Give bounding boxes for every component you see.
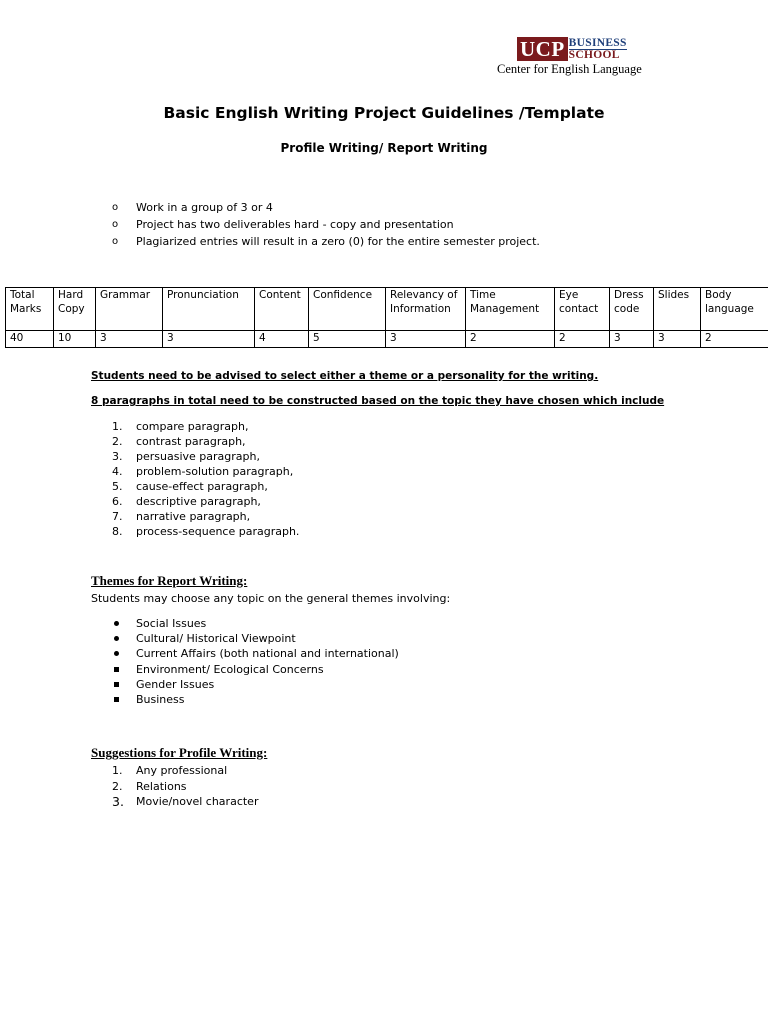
ucp-business-school-logo bbox=[517, 37, 627, 61]
list-number: 7. bbox=[112, 510, 123, 523]
list-number: 2. bbox=[112, 435, 123, 448]
list-text: Cultural/ Historical Viewpoint bbox=[136, 632, 296, 646]
marks-header-row bbox=[6, 288, 768, 331]
square-bullet-icon bbox=[114, 667, 119, 672]
round-bullet-icon bbox=[114, 636, 119, 641]
guideline-item bbox=[112, 216, 540, 233]
list-item bbox=[112, 434, 299, 449]
report-themes-heading: Themes for Report Writing: bbox=[91, 573, 248, 588]
list-number: 4. bbox=[112, 465, 123, 478]
list-number: 3. bbox=[112, 450, 123, 463]
list-item bbox=[112, 692, 399, 707]
list-number: 5. bbox=[112, 480, 123, 493]
list-text: Any professional bbox=[136, 764, 228, 777]
list-text: Gender Issues bbox=[136, 677, 215, 691]
marks-table bbox=[5, 287, 768, 348]
guidelines-list bbox=[112, 199, 540, 250]
list-item bbox=[112, 677, 399, 692]
list-text: compare paragraph, bbox=[136, 420, 249, 433]
list-number: 6. bbox=[112, 495, 123, 508]
list-item bbox=[112, 631, 399, 646]
list-text: contrast paragraph, bbox=[136, 435, 246, 448]
circle-bullet-icon: o bbox=[112, 236, 119, 247]
square-bullet-icon bbox=[114, 682, 119, 687]
marks-value-cell: 2 bbox=[466, 331, 555, 348]
logo-word-business: BUSINESS bbox=[568, 36, 627, 49]
list-item bbox=[112, 646, 399, 661]
logo-word-school: SCHOOL bbox=[569, 49, 627, 61]
guideline-text: Project has two deliverables hard - copy and presentation bbox=[136, 218, 454, 231]
guideline-text: Plagiarized entries will result in a zero (0) for the entire semester project. bbox=[136, 235, 540, 248]
marks-value-cell: 2 bbox=[701, 331, 768, 348]
profile-suggestions-heading: Suggestions for Profile Writing: bbox=[91, 745, 268, 760]
marks-header-cell: Confidence bbox=[309, 288, 386, 331]
list-number: 2. bbox=[112, 779, 123, 793]
list-item bbox=[112, 524, 299, 539]
center-label: Center for English Language bbox=[497, 62, 642, 76]
marks-header-cell: Pronunciation bbox=[163, 288, 255, 331]
list-text: problem-solution paragraph, bbox=[136, 465, 294, 478]
report-intro: Students may choose any topic on the general themes involving: bbox=[91, 592, 451, 605]
marks-value-cell: 3 bbox=[96, 331, 163, 348]
advice-line: Students need to be advised to select either a theme or a personality for the writing. bbox=[91, 370, 599, 382]
marks-header-cell: Dress code bbox=[610, 288, 654, 331]
circle-bullet-icon: o bbox=[112, 219, 119, 230]
marks-header-cell: Grammar bbox=[96, 288, 163, 331]
marks-value-cell: 3 bbox=[610, 331, 654, 348]
guideline-text: Work in a group of 3 or 4 bbox=[136, 201, 273, 214]
report-themes-list bbox=[112, 616, 399, 707]
list-item bbox=[112, 779, 258, 795]
list-text: process-sequence paragraph. bbox=[136, 525, 300, 538]
list-text: narrative paragraph, bbox=[136, 510, 251, 523]
list-number: 3. bbox=[112, 794, 124, 809]
list-item bbox=[112, 449, 299, 464]
list-text: Current Affairs (both national and international) bbox=[136, 647, 399, 661]
marks-header-cell: Eye contact bbox=[555, 288, 610, 331]
marks-value-cell: 10 bbox=[54, 331, 96, 348]
list-item bbox=[112, 419, 299, 434]
list-item bbox=[112, 464, 299, 479]
marks-header-cell: Relevancy of Information bbox=[386, 288, 466, 331]
marks-value-row bbox=[6, 331, 768, 348]
logo-ucp-mark: UCP bbox=[517, 37, 568, 61]
list-number: 8. bbox=[112, 525, 123, 538]
list-item bbox=[112, 479, 299, 494]
marks-header-cell: Time Management bbox=[466, 288, 555, 331]
circle-bullet-icon: o bbox=[112, 202, 119, 213]
document-subtitle: Profile Writing/ Report Writing bbox=[280, 141, 488, 155]
list-text: Business bbox=[136, 692, 185, 706]
list-number: 1. bbox=[112, 764, 123, 777]
list-item bbox=[112, 494, 299, 509]
marks-value-cell: 3 bbox=[163, 331, 255, 348]
document-title: Basic English Writing Project Guidelines /Template bbox=[163, 104, 605, 122]
list-item bbox=[112, 763, 258, 779]
round-bullet-icon bbox=[114, 651, 119, 656]
list-item bbox=[112, 616, 399, 631]
marks-header-cell: Total Marks bbox=[6, 288, 54, 331]
list-item bbox=[112, 509, 299, 524]
round-bullet-icon bbox=[114, 621, 119, 626]
marks-value-cell: 4 bbox=[255, 331, 309, 348]
paragraph-types-list bbox=[112, 419, 299, 539]
marks-value-cell: 2 bbox=[555, 331, 610, 348]
marks-header-cell: Hard Copy bbox=[54, 288, 96, 331]
list-text: Social Issues bbox=[136, 617, 207, 630]
guideline-item bbox=[112, 233, 540, 250]
profile-suggestions-list bbox=[112, 763, 258, 810]
list-item bbox=[112, 662, 399, 677]
list-number: 1. bbox=[112, 420, 123, 433]
square-bullet-icon bbox=[114, 697, 119, 702]
paragraphs-line: 8 paragraphs in total need to be constructed based on the topic they have chosen which include bbox=[91, 395, 665, 407]
marks-value-cell: 3 bbox=[654, 331, 701, 348]
list-text: cause-effect paragraph, bbox=[136, 480, 268, 493]
marks-value-cell: 3 bbox=[386, 331, 466, 348]
marks-header-cell: Content bbox=[255, 288, 309, 331]
list-item bbox=[112, 794, 258, 810]
list-text: Relations bbox=[136, 779, 187, 793]
list-text: Environment/ Ecological Concerns bbox=[136, 662, 324, 676]
guideline-item bbox=[112, 199, 540, 216]
marks-value-cell: 5 bbox=[309, 331, 386, 348]
list-text: Movie/novel character bbox=[136, 795, 259, 808]
logo-wordmark bbox=[569, 37, 627, 61]
list-text: persuasive paragraph, bbox=[136, 450, 260, 463]
list-text: descriptive paragraph, bbox=[136, 495, 261, 508]
marks-header-cell: Slides bbox=[654, 288, 701, 331]
marks-value-cell: 40 bbox=[6, 331, 54, 348]
marks-header-cell: Body language bbox=[701, 288, 768, 331]
